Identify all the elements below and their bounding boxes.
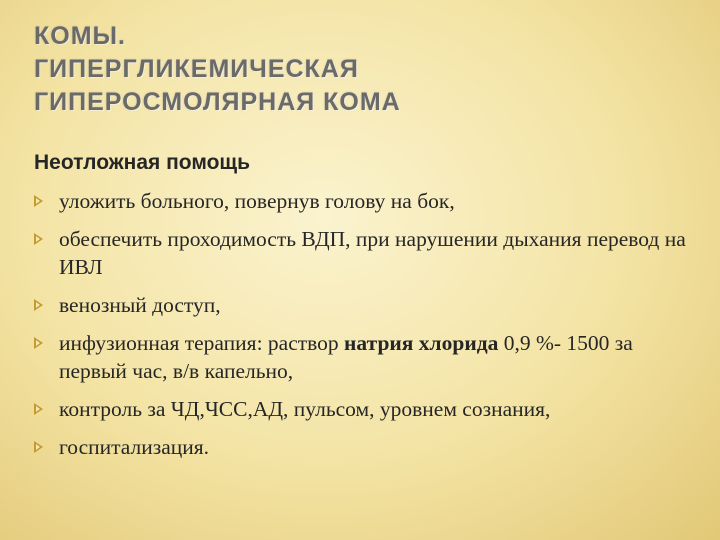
title-line-1: КОМЫ.: [34, 22, 126, 50]
title-line-2: ГИПЕРГЛИКЕМИЧЕСКАЯ: [34, 55, 359, 83]
list-item: [34, 329, 704, 385]
slide-content: [34, 150, 704, 471]
triangle-bullet-icon: [34, 233, 43, 245]
triangle-bullet-icon: [34, 441, 43, 453]
bullet-list: [34, 187, 704, 461]
list-item: [34, 187, 704, 215]
list-item-text: венозный доступ,: [59, 293, 221, 317]
list-item-text: контроль за ЧД,ЧСС,АД, пульсом, уровнем сознания,: [59, 397, 551, 421]
list-item-text: уложить больного, повернув голову на бок,: [59, 189, 455, 213]
list-item-text: обеспечить проходимость ВДП, при нарушении дыхания перевод на ИВЛ: [59, 227, 686, 279]
triangle-bullet-icon: [34, 403, 43, 415]
list-item: [34, 395, 704, 423]
list-item-text-pre: инфузионная терапия: раствор: [59, 331, 345, 355]
list-item-text: госпитализация.: [59, 435, 210, 459]
title-line-3: ГИПЕРОСМОЛЯРНАЯ КОМА: [34, 88, 401, 116]
section-heading: Неотложная помощь: [34, 151, 251, 174]
triangle-bullet-icon: [34, 195, 43, 207]
list-item: [34, 225, 704, 281]
list-item-text-post: 0,9 %- 1500 за первый час, в/в капельно,: [59, 331, 633, 383]
list-item: [34, 433, 704, 461]
slide-title: [34, 20, 401, 119]
list-item: [34, 291, 704, 319]
triangle-bullet-icon: [34, 299, 43, 311]
list-item-text-bold: натрия хлорида: [344, 331, 499, 355]
triangle-bullet-icon: [34, 337, 43, 349]
